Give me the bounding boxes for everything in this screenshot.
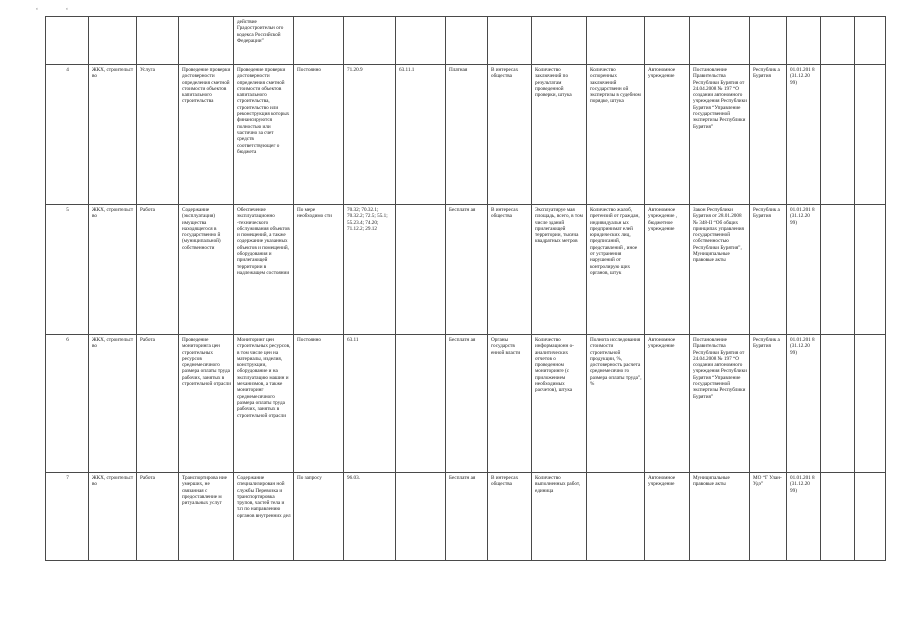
content-cell: Мониторинг цен строительных ресурсов, в том числе цен на материалы, изделия, конструкции, оборудование и на эксплуатацию машин и механизмов, а также мониторинг среднемесячного размера оплаты труда рабочих, занятых в строительной отрасли <box>234 335 294 473</box>
interest-cell: В интересах общества <box>488 473 532 561</box>
institution-cell: Автономное учреждение <box>645 335 690 473</box>
kind-cell: Услуга <box>137 65 179 205</box>
volume-cell: Эксплуатируе мая площадь, всего, в том числе зданий прилегающей территории, тысяча квадратных метров <box>532 205 587 335</box>
corner-mark-right: ‘ <box>66 8 68 14</box>
name-cell: Содержание (эксплуатация) имущества находящегося в государственно й (муниципальной) собственности <box>179 205 234 335</box>
legal-cell: Закон Республики Бурятия от 28.01.2008 № 348-II “Об общих принципах управления государственной собственностью Республики Бурятия”, Муниципальные правовые акты <box>690 205 750 335</box>
interest-cell: В интересах общества <box>488 65 532 205</box>
okpd-cell: 63.11.1 <box>396 65 446 205</box>
empty-cell <box>855 473 886 561</box>
content-cell: Проведение проверки достоверности определения сметной стоимости объектов капитального строительства, строительство или реконструкция которых финансируются полностью или частично за счет средств соответствующег о бюджета <box>234 65 294 205</box>
period-cell: Постоянно <box>294 65 344 205</box>
okved-cell: 70.32; 70.32.1; 70.32.2; 72.5; 55.1; 55.23.4; 74.20; 71.12.2; 29.12 <box>344 205 396 335</box>
dates-cell: 01.01.201 8 (31.12.20 99) <box>787 473 821 561</box>
period-cell: По запросу <box>294 473 344 561</box>
kind-cell: Работа <box>137 335 179 473</box>
owner-cell: МО “Г Улан-Удэ” <box>750 473 787 561</box>
empty-cell <box>821 205 855 335</box>
volume-cell: Количество заключений по результатам проведенной проверки, штука <box>532 65 587 205</box>
paid-cell: Бесплатн ая <box>446 205 488 335</box>
okved-cell: 71.20.9 <box>344 65 396 205</box>
row-number: 5 <box>46 205 89 335</box>
table-row <box>46 335 886 473</box>
empty-cell <box>855 335 886 473</box>
legal-cell: Постановление Правительства Республики Бурятия от 24.04.2008 № 197 “О создании автономного учреждения Республики Бурятия “Управление государственной экспертизы Республики Бурятия” <box>690 65 750 205</box>
okpd-cell <box>396 335 446 473</box>
content-cell: Содержание специализирован ной службы Перевозка и транспортировка трупов, частей тела и т.п по направлению органов внутренних дел <box>234 473 294 561</box>
sphere-cell: ЖКХ, строительст во <box>89 335 137 473</box>
okpd-cell <box>396 473 446 561</box>
quality-cell <box>587 473 645 561</box>
table-row <box>46 205 886 335</box>
legal-cell: Муниципальные правовые акты <box>690 473 750 561</box>
okved-cell: 96.03. <box>344 473 396 561</box>
table-row-fragment <box>46 17 886 65</box>
volume-cell: Количество информационн о-аналитических отчетов о проведенном мониторинге (с приложением необходимых расчетов), штука <box>532 335 587 473</box>
kind-cell: Работа <box>137 205 179 335</box>
paid-cell: Платная <box>446 65 488 205</box>
interest-cell: В интересах общества <box>488 205 532 335</box>
empty-cell <box>855 205 886 335</box>
paid-cell: Бесплатн ая <box>446 335 488 473</box>
okpd-cell <box>396 205 446 335</box>
sphere-cell: ЖКХ, строительст во <box>89 473 137 561</box>
row-number: 6 <box>46 335 89 473</box>
row-number: 4 <box>46 65 89 205</box>
dates-cell: 01.01.201 8 (31.12.20 99) <box>787 335 821 473</box>
empty-cell <box>821 473 855 561</box>
empty-cell <box>855 65 886 205</box>
content-cell: Обеспечение эксплуатационно -технического обслуживания объектов и помещений, а также содержание указанных объектов и помещений, оборудования и прилегающей территории в надлежащем состоянии <box>234 205 294 335</box>
table-row <box>46 473 886 561</box>
kind-cell: Работа <box>137 473 179 561</box>
quality-cell: Количество жалоб, претензий от граждан, индивидуальн ых предпринимат елей юридических лиц, предписаний, представлений , иное от устранения нарушений от контролирую щих органов, штук <box>587 205 645 335</box>
content-fragment: действие Градостроительн ого кодекса Российской Федерации” <box>234 17 294 65</box>
period-cell: Постоянно <box>294 335 344 473</box>
table-row <box>46 65 886 205</box>
legal-cell: Постановление Правительства Республики Бурятия от 24.04.2008 № 197 “О создании автономного учреждения Республики Бурятия “Управление государственной экспертизы Республики Бурятия” <box>690 335 750 473</box>
institution-cell: Автономное учреждение <box>645 65 690 205</box>
name-cell: Транспортирова ние умерших, не связанная с предоставление м ритуальных услуг <box>179 473 234 561</box>
dates-cell: 01.01.201 8 (31.12.20 99) <box>787 65 821 205</box>
owner-cell: Республик а Бурятия <box>750 335 787 473</box>
owner-cell: Республик а Бурятия <box>750 65 787 205</box>
dates-cell: 01.01.201 8 (31.12.20 99) <box>787 205 821 335</box>
corner-mark-left: ‘ <box>36 8 38 14</box>
quality-cell: Количество оспоренных заключений государственн ой экспертизы в судебном порядке, штука <box>587 65 645 205</box>
owner-cell: Республик а Бурятия <box>750 205 787 335</box>
sphere-cell: ЖКХ, строительст во <box>89 205 137 335</box>
volume-cell: Количество выполненных работ, единица <box>532 473 587 561</box>
institution-cell: Автономное учреждение <box>645 473 690 561</box>
row-number: 7 <box>46 473 89 561</box>
institution-cell: Автономное учреждение , бюджетное учреждение <box>645 205 690 335</box>
interest-cell: Органы государств енной власти <box>488 335 532 473</box>
name-cell: Проведение проверки достоверности определения сметной стоимости объектов капитального строительства <box>179 65 234 205</box>
registry-table <box>45 16 886 561</box>
paid-cell: Бесплатн ая <box>446 473 488 561</box>
empty-cell <box>821 65 855 205</box>
quality-cell: Полнота исследования стоимости строительной продукции, %, достоверность расчета среднемесячно го размера оплаты труда”, % <box>587 335 645 473</box>
okved-cell: 63.11 <box>344 335 396 473</box>
sphere-cell: ЖКХ, строительст во <box>89 65 137 205</box>
period-cell: По мере необходимо сти <box>294 205 344 335</box>
name-cell: Проведение мониторинга цен строительных ресурсов среднемесячного размера оплаты труда рабочих, занятых в строительной отрасли <box>179 335 234 473</box>
empty-cell <box>821 335 855 473</box>
